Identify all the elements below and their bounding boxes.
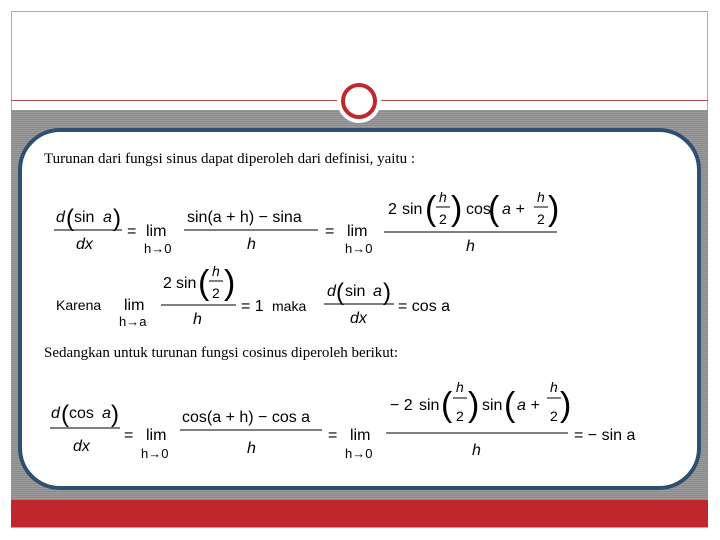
f2-paren-close: ) (224, 264, 236, 302)
f2-maka: maka (272, 298, 307, 314)
f1-frac2-paren1-open: ( (425, 190, 437, 228)
f3-frac2-h-2: h (550, 379, 558, 395)
f1-eq-2: = (325, 223, 335, 240)
f3-frac2-sin2: sin (482, 397, 503, 414)
f1-lhs-paren-open: ( (66, 205, 74, 232)
paragraph-sine-intro: Turunan dari fungsi sinus dapat diperoleh dari definisi, yaitu : (44, 151, 416, 167)
f3-frac2-coef: − 2 (390, 397, 413, 414)
formula-limit-result (56, 263, 450, 329)
f1-lim-2: lim (347, 223, 368, 240)
f2-d: d (327, 283, 336, 300)
f3-frac2-sin: sin (419, 397, 440, 414)
f3-lim-2: lim (350, 427, 371, 444)
f2-lim: lim (124, 297, 145, 314)
f3-frac2-paren2-open: ( (504, 386, 516, 424)
formula-sine-derivative (54, 189, 559, 256)
f1-lim-sub-2: h→0 (345, 241, 373, 256)
f2-d-den: dx (350, 310, 367, 327)
f1-frac2-h-2: h (537, 189, 545, 205)
paragraph-cosine-intro: Sedangkan untuk turunan fungsi cosinus diperoleh berikut: (44, 345, 399, 361)
f3-frac2-paren1-open: ( (441, 386, 453, 424)
f1-frac2-h: h (439, 189, 447, 205)
f3-frac1-den: h (247, 440, 256, 457)
f3-frac2-two-2: 2 (550, 408, 558, 424)
f2-fn: sin (345, 283, 366, 300)
f1-frac1-num: sin(a + h) − sina (187, 209, 302, 226)
f2-paren2-close: ) (383, 279, 391, 306)
f2-den: h (193, 311, 202, 328)
f2-result: = cos a (398, 298, 451, 315)
f3-lhs-arg: a (102, 405, 111, 422)
f2-sin: sin (176, 275, 197, 292)
f3-lhs-paren-close: ) (111, 401, 119, 428)
f3-eq-1: = (124, 427, 134, 444)
f2-karena: Karena (56, 297, 102, 313)
f3-lim-sub-2: h→0 (345, 446, 373, 461)
f1-frac2-cos: cos (466, 201, 491, 218)
f1-frac2-paren2-close: ) (548, 190, 560, 228)
f1-frac2-two-2: 2 (537, 211, 545, 227)
f3-eq-2: = (328, 427, 338, 444)
f3-lhs-den: dx (73, 438, 90, 455)
f3-frac2-den: h (472, 442, 481, 459)
f1-eq-1: = (127, 223, 137, 240)
f1-lim: lim (146, 223, 167, 240)
f2-coef: 2 (163, 275, 172, 292)
f1-frac2-coef: 2 (388, 201, 397, 218)
f3-frac2-paren2-close: ) (560, 386, 572, 424)
f1-frac2-paren2-open: ( (488, 190, 500, 228)
f3-lhs-d: d (51, 405, 60, 422)
f1-lhs-d: d (56, 209, 65, 226)
f3-frac2-a: a + (517, 397, 540, 414)
f1-lhs-paren-close: ) (113, 205, 121, 232)
f2-paren2-open: ( (336, 279, 344, 306)
f2-h: h (212, 263, 220, 279)
f3-lim: lim (146, 427, 167, 444)
f1-frac2-paren1-close: ) (451, 190, 463, 228)
f1-frac2-sin: sin (402, 201, 423, 218)
f1-frac2-a: a + (502, 201, 525, 218)
f1-frac2-two: 2 (439, 211, 447, 227)
f2-two: 2 (212, 285, 220, 301)
f2-eq-one: = 1 (241, 298, 264, 315)
f3-frac2-h: h (456, 379, 464, 395)
f1-frac2-den: h (466, 238, 475, 255)
f1-lhs-den: dx (76, 236, 93, 253)
f2-paren-open: ( (198, 264, 210, 302)
f2-lim-sub: h→a (119, 314, 147, 329)
f1-frac1-den: h (247, 236, 256, 253)
f1-lhs-fn: sin (74, 209, 95, 226)
f1-lhs-arg: a (103, 209, 112, 226)
f3-lim-sub: h→0 (141, 446, 169, 461)
f2-arg: a (373, 283, 382, 300)
f3-frac1-num: cos(a + h) − cos a (182, 409, 311, 426)
f3-frac2-paren1-close: ) (468, 386, 480, 424)
f3-lhs-paren-open: ( (61, 401, 69, 428)
f3-result: = − sin a (574, 427, 636, 444)
f3-frac2-two: 2 (456, 408, 464, 424)
f1-lim-sub: h→0 (144, 241, 172, 256)
formula-cosine-derivative (50, 379, 635, 461)
f3-lhs-fn: cos (69, 405, 94, 422)
